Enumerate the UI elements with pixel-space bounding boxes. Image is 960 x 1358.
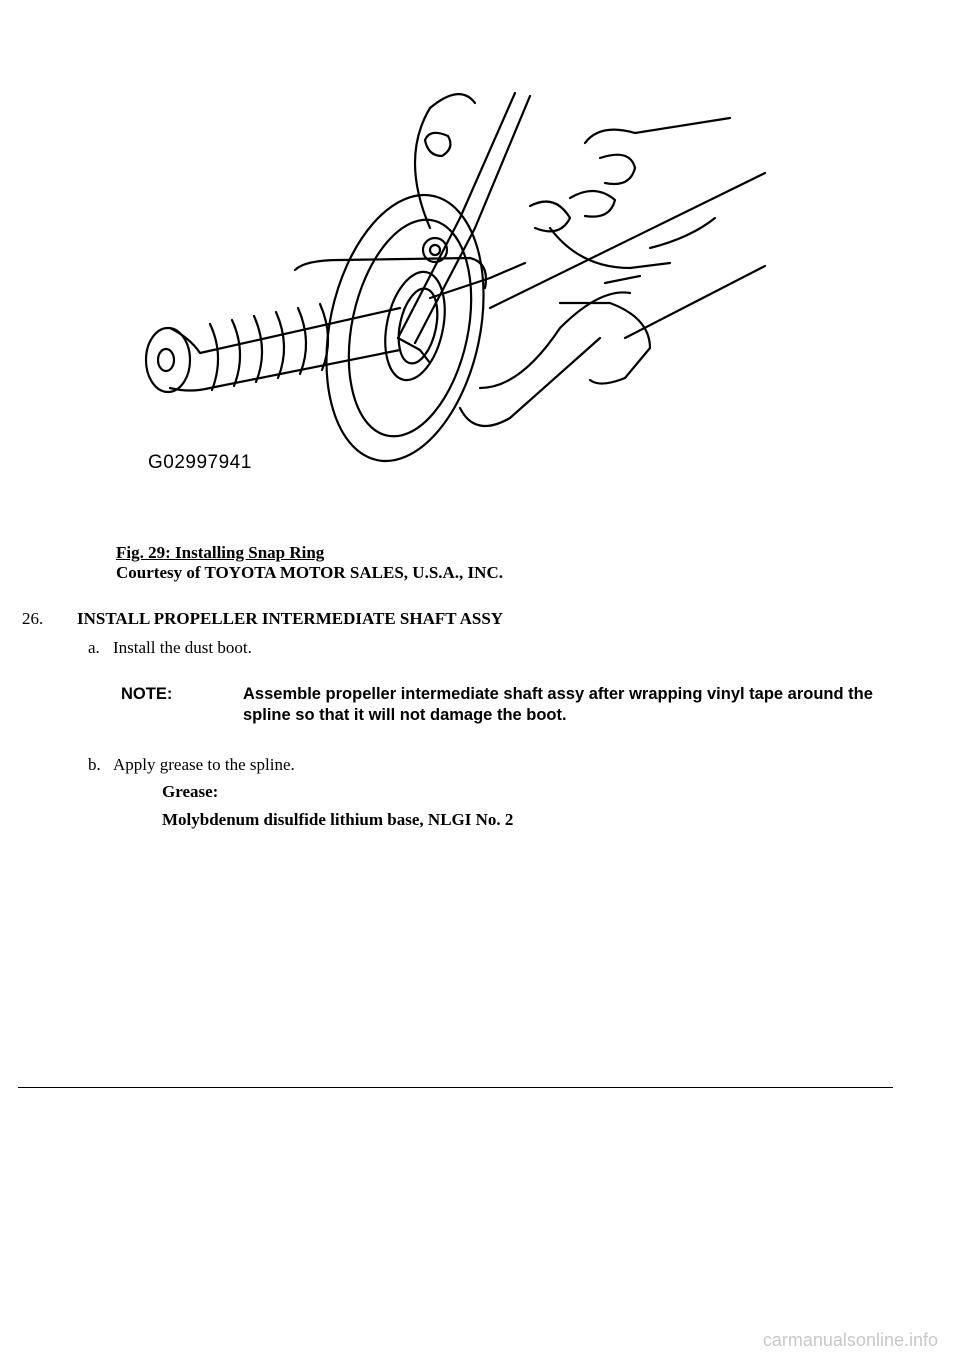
step-title: INSTALL PROPELLER INTERMEDIATE SHAFT ASSY <box>77 609 504 628</box>
substep-label: a. <box>88 638 100 657</box>
substep-text: Install the dust boot. <box>113 638 252 657</box>
page-divider <box>18 1087 893 1088</box>
figure-caption-title[interactable]: Fig. 29: Installing Snap Ring <box>116 543 325 562</box>
substep-b <box>88 755 295 775</box>
figure-caption-credit: Courtesy of TOYOTA MOTOR SALES, U.S.A., INC. <box>116 563 503 582</box>
figure-code: G02997941 <box>148 452 252 473</box>
figure-caption <box>116 543 503 583</box>
spec-label: Grease: <box>162 782 219 801</box>
substep-label: b. <box>88 755 101 774</box>
installing-snap-ring-illustration <box>130 88 780 488</box>
step-number: 26. <box>22 609 44 628</box>
note-text: Assemble propeller intermediate shaft assy after wrapping vinyl tape around the spline so that it will not damage the boot. <box>243 685 873 724</box>
substep-text: Apply grease to the spline. <box>113 755 295 774</box>
substep-a <box>88 638 252 658</box>
watermark: carmanualsonline.info <box>762 1330 938 1350</box>
note-label: NOTE: <box>121 685 173 703</box>
spec-value: Molybdenum disulfide lithium base, NLGI No. 2 <box>162 810 514 829</box>
step-heading <box>22 609 503 629</box>
